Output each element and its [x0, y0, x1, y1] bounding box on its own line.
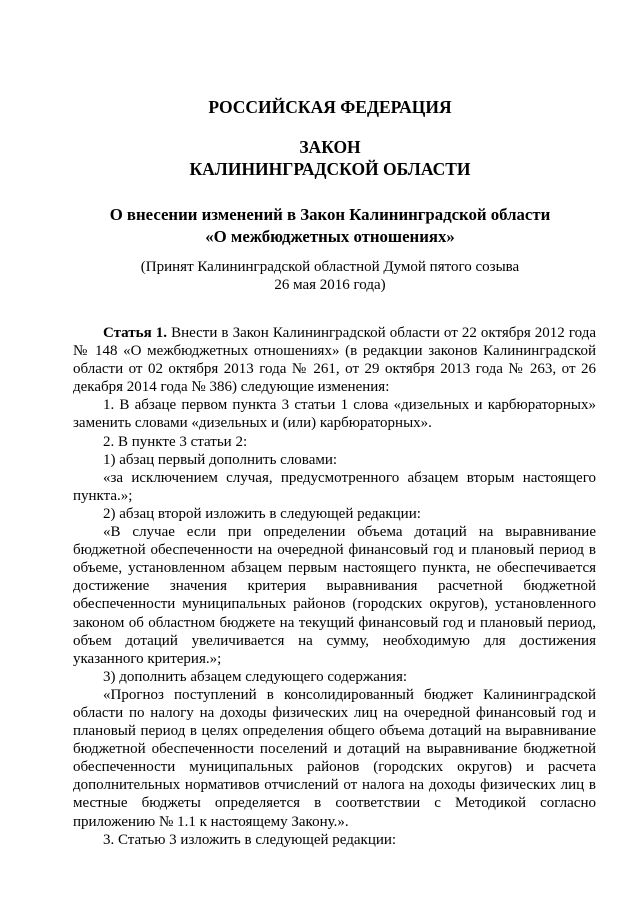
amendment-2-item-2: 2) абзац второй изложить в следующей редакции:	[103, 505, 421, 522]
amendment-2-item-2-text: «В случае если при определении объема дотаций на выравнивание бюджетной обеспеченности на очередной финансовый год и плановый период в объеме, установленном абзацем первым настоящего пункта, не обеспечивается достижение значения критерия выравнивания расчетной бюджетной обеспеченности муниципальных районов (городских округов), установленного законом об областном бюджете на текущий финансовый год и плановый период, объем дотаций увеличивается на сумму, необходимую для достижения указанного критерия.»;	[73, 524, 596, 667]
adoption-note-line1: (Принят Калининградской областной Думой пятого созыва	[140, 259, 520, 275]
amendment-1: 1. В абзаце первом пункта 3 статьи 1 слова «дизельных и карбюраторных» заменить словами «дизельных и (или) карбюраторных».	[73, 397, 596, 432]
amendment-3: 3. Статью 3 изложить в следующей редакции:	[103, 831, 397, 848]
region-title: КАЛИНИНГРАДСКОЙ ОБЛАСТИ	[189, 159, 471, 179]
amendment-2-item-3-text: «Прогноз поступлений в консолидированный бюджет Калининградской области по налогу на доходы физических лиц на очередной финансовый год и плановый период в целях определения общего объема дотаций на выравнивание бюджетной обеспеченности поселений и дотаций на выравнивание бюджетной обеспеченности муниципальных районов (городских округов) и расчета дополнительных нормативов отчислений от налога на доходы физических лиц в местные бюджеты определяется в соответствии с Методикой согласно приложению № 1.1 к настоящему Закону.».	[73, 686, 596, 830]
law-subject	[60, 204, 600, 248]
amendment-2-item-3: 3) дополнить абзацем следующего содержания:	[103, 668, 408, 685]
article-1-body	[73, 324, 596, 849]
article-1-intro-text: Внести в Закон Калининградской области от 22 октября 2012 года № 148 «О межбюджетных отношениях» (в редакции законов Калининградской области от 02 октября 2013 года № 261, от 29 октября 2013 года № 263, от 26 декабря 2014 года № 386) следующие изменения:	[73, 325, 596, 396]
law-subject-line2: «О межбюджетных отношениях»	[205, 227, 455, 246]
adoption-note	[60, 258, 600, 294]
adoption-note-line2: 26 мая 2016 года)	[274, 277, 386, 293]
country-title: РОССИЙСКАЯ ФЕДЕРАЦИЯ	[208, 97, 452, 117]
amendment-2: 2. В пункте 3 статьи 2:	[103, 433, 248, 450]
amendment-2-item-1-text: «за исключением случая, предусмотренного абзацем вторым настоящего пункта.»;	[73, 469, 596, 504]
amendment-2-item-1: 1) абзац первый дополнить словами:	[103, 451, 338, 468]
law-title: ЗАКОН	[299, 137, 361, 157]
law-subject-line1: О внесении изменений в Закон Калининградской области	[109, 205, 551, 224]
article-1-intro	[73, 324, 596, 396]
article-1-label: Статья 1.	[103, 325, 168, 341]
